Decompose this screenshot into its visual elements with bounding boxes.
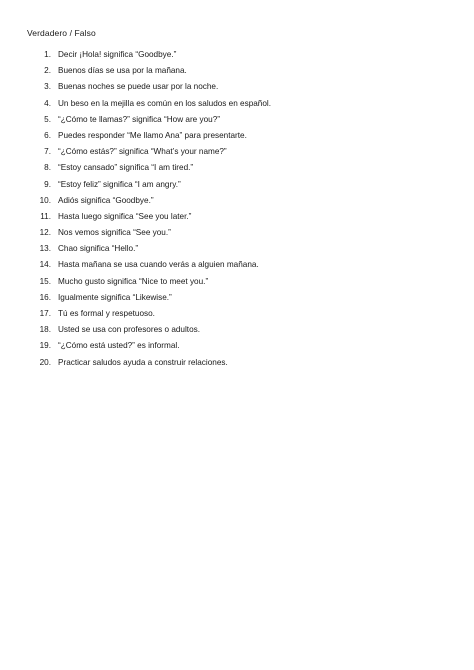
item-text: Nos vemos significa “See you.”	[58, 228, 171, 238]
item-text: Igualmente significa “Likewise.”	[58, 292, 172, 302]
list-item	[34, 65, 187, 81]
item-number: 6.	[44, 130, 51, 140]
item-number: 1.	[44, 50, 51, 59]
item-text: Chao significa “Hello.”	[58, 244, 139, 254]
item-text: Puedes responder “Me llamo Ana” para presentarte.	[58, 130, 247, 140]
item-number: 19.	[39, 341, 51, 351]
item-text: Buenos días se usa por la mañana.	[58, 66, 187, 76]
item-number: 4.	[44, 98, 51, 108]
item-number: 15.	[39, 276, 51, 286]
item-text: “Estoy cansado” significa “I am tired.”	[58, 163, 194, 173]
item-text: Practicar saludos ayuda a construir relaciones.	[58, 357, 228, 367]
list-item	[34, 146, 227, 162]
item-text: Adiós significa “Goodbye.”	[58, 195, 154, 205]
item-text: Un beso en la mejilla es común en los saludos en español.	[58, 98, 272, 108]
list-item	[34, 308, 155, 324]
item-number: 8.	[44, 163, 51, 173]
item-number: 18.	[39, 325, 51, 335]
item-text: Usted se usa con profesores o adultos.	[58, 325, 200, 335]
item-number: 14.	[39, 260, 51, 270]
list-item	[34, 211, 192, 227]
item-number: 10.	[39, 195, 51, 205]
item-number: 9.	[44, 179, 51, 189]
item-number: 17.	[39, 309, 51, 318]
item-number: 2.	[44, 66, 51, 76]
item-text: Hasta mañana se usa cuando verás a alguien mañana.	[58, 260, 259, 270]
document-title: Verdadero / Falso	[27, 28, 96, 38]
list-item	[34, 259, 259, 275]
item-number: 13.	[39, 244, 51, 254]
item-text: Hasta luego significa “See you later.”	[58, 211, 192, 221]
list-item	[34, 81, 219, 97]
list-item	[34, 276, 209, 292]
list-item	[34, 98, 272, 114]
statement-list	[34, 49, 272, 373]
item-number: 3.	[44, 82, 51, 92]
item-number: 11.	[40, 211, 51, 221]
list-item	[34, 179, 181, 195]
list-item	[34, 162, 194, 178]
item-text: Mucho gusto significa “Nice to meet you.”	[58, 276, 209, 286]
item-text: “¿Cómo estás?” significa “What’s your name?”	[58, 147, 227, 157]
list-item	[34, 227, 171, 243]
list-item	[34, 130, 247, 146]
item-text: “Estoy feliz” significa “I am angry.”	[58, 179, 181, 189]
list-item	[34, 340, 180, 356]
item-number: 5.	[44, 114, 51, 124]
list-item	[34, 49, 177, 65]
item-number: 12.	[39, 228, 51, 238]
list-item	[34, 324, 200, 340]
item-number: 7.	[44, 147, 51, 157]
item-text: “¿Cómo está usted?” es informal.	[58, 341, 180, 351]
item-text: Tú es formal y respetuoso.	[58, 309, 155, 318]
item-number: 20.	[39, 357, 51, 367]
item-text: “¿Cómo te llamas?” significa “How are you?”	[58, 114, 220, 124]
item-text: Decir ¡Hola! significa “Goodbye.”	[58, 50, 177, 59]
list-item	[34, 292, 172, 308]
item-text: Buenas noches se puede usar por la noche.	[58, 82, 219, 92]
list-item	[34, 357, 228, 373]
list-item	[34, 243, 139, 259]
list-item	[34, 195, 154, 211]
item-number: 16.	[39, 292, 51, 302]
list-item	[34, 114, 220, 130]
